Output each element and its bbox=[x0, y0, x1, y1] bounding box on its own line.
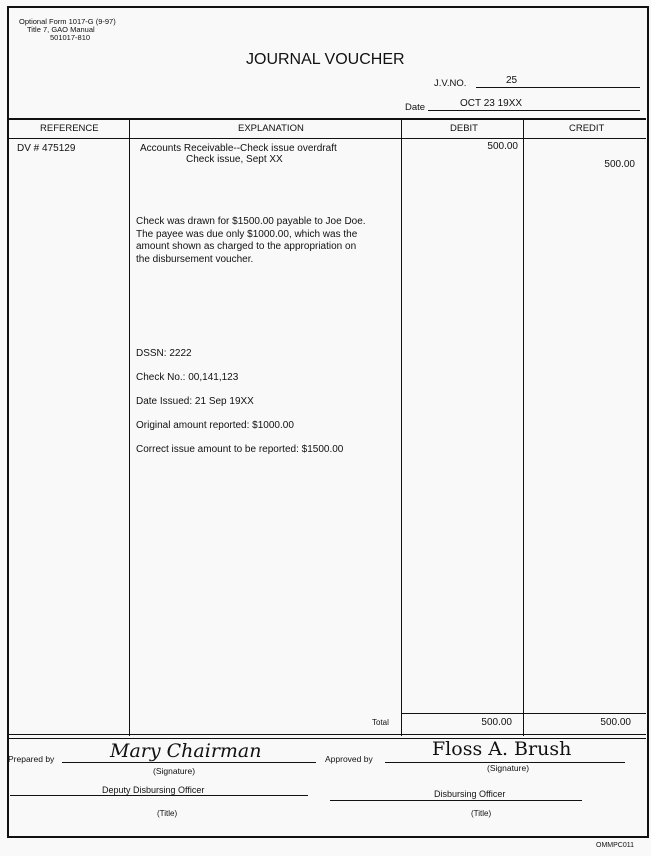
col-explanation: EXPLANATION bbox=[238, 123, 304, 134]
col-reference: REFERENCE bbox=[40, 123, 99, 134]
jv-no-value: 25 bbox=[506, 75, 518, 86]
prepared-signature-caption: (Signature) bbox=[153, 766, 196, 776]
prepared-signature: Mary Chairman bbox=[110, 740, 262, 762]
total-debit: 500.00 bbox=[481, 717, 512, 728]
prepared-label: Prepared by bbox=[8, 754, 55, 764]
entry-credit: 500.00 bbox=[604, 159, 635, 170]
total-label: Total bbox=[372, 718, 389, 727]
date-label: Date bbox=[405, 102, 426, 113]
page-title: JOURNAL VOUCHER bbox=[246, 51, 405, 68]
approved-signature-caption: (Signature) bbox=[487, 763, 530, 773]
col-debit: DEBIT bbox=[450, 123, 478, 134]
narrative bbox=[136, 216, 366, 266]
narrative-line: amount shown as charged to the appropriation on bbox=[136, 241, 357, 252]
form-info-3: 501017-810 bbox=[50, 33, 91, 42]
prepared-title: Deputy Disbursing Officer bbox=[102, 785, 205, 795]
entry-explanation-1: Accounts Receivable--Check issue overdraft bbox=[140, 143, 337, 154]
date-value: OCT 23 19XX bbox=[460, 98, 523, 109]
narrative-line: Check was drawn for $1500.00 payable to Joe Doe. bbox=[136, 216, 366, 227]
detail-original-amount: Original amount reported: $1000.00 bbox=[136, 420, 294, 431]
form-info-2: Title 7, GAO Manual bbox=[27, 25, 95, 34]
approved-label: Approved by bbox=[325, 754, 373, 764]
total-credit: 500.00 bbox=[600, 717, 631, 728]
form-info-1: Optional Form 1017-G (9-97) bbox=[19, 17, 116, 26]
narrative-line: The payee was due only $1000.00, which was the bbox=[136, 228, 358, 240]
entry-debit: 500.00 bbox=[487, 141, 518, 152]
approved-title-caption: (Title) bbox=[471, 809, 492, 818]
approved-title: Disbursing Officer bbox=[434, 789, 506, 799]
entry-reference: DV # 475129 bbox=[17, 143, 76, 154]
col-credit: CREDIT bbox=[569, 123, 605, 134]
approved-signature: Floss A. Brush bbox=[432, 738, 572, 760]
form-code: OMMPC011 bbox=[596, 842, 634, 849]
detail-dssn: DSSN: 2222 bbox=[136, 348, 192, 359]
prepared-title-caption: (Title) bbox=[157, 809, 178, 818]
entry-explanation-2: Check issue, Sept XX bbox=[186, 154, 283, 165]
narrative-line: the disbursement voucher. bbox=[136, 253, 254, 265]
detail-date-issued: Date Issued: 21 Sep 19XX bbox=[136, 396, 254, 407]
detail-correct-amount: Correct issue amount to be reported: $1500.00 bbox=[136, 444, 344, 455]
detail-check-no: Check No.: 00,141,123 bbox=[136, 372, 239, 383]
jv-no-label: J.V.NO. bbox=[434, 78, 467, 89]
